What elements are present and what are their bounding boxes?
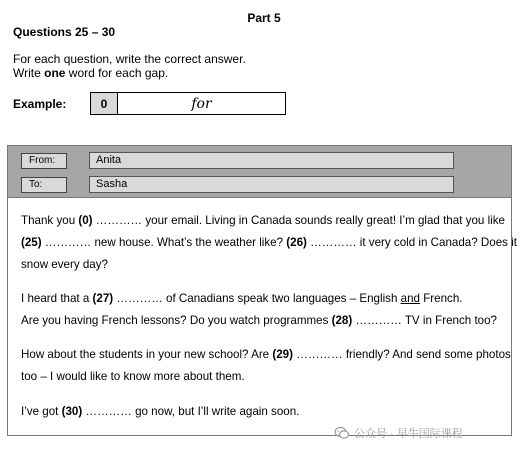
paragraph-4 [21, 401, 519, 423]
instruction-text: Write [13, 66, 45, 80]
paragraph-1 [21, 210, 519, 276]
gap-number: (0) [78, 214, 93, 227]
gap: ………… [116, 292, 163, 305]
email-panel [7, 145, 517, 436]
instruction-text: word for each gap. [65, 66, 169, 80]
gap: ………… [85, 405, 132, 418]
paragraph-2 [21, 288, 519, 332]
gap-number: (28) [331, 314, 353, 327]
example-answer: for [118, 92, 286, 115]
email-header [8, 146, 511, 198]
to-label: To: [21, 177, 67, 193]
watermark-text: 公众号 · 早牛国际课程 [354, 428, 463, 440]
gap-number: (30) [61, 405, 83, 418]
example-number: 0 [90, 92, 118, 115]
gap-number: (25) [21, 236, 42, 249]
to-field: Sasha [89, 176, 454, 193]
text-line: too – I would like to know more about them. [21, 370, 245, 383]
paragraph-3 [21, 344, 519, 388]
underlined-word: and [400, 292, 420, 305]
text-line: snow every day? [21, 258, 108, 271]
instruction-emphasis: one [44, 66, 66, 80]
text-line: I’ve got (30) ………… go now, but I’ll write again soon. [21, 405, 300, 418]
gap-number: (29) [272, 348, 293, 361]
instruction-line-1: For each question, write the correct answer. [13, 52, 246, 66]
part-title: Part 5 [247, 11, 281, 25]
from-label: From: [21, 153, 67, 169]
gap: ………… [95, 214, 143, 227]
instructions [13, 52, 246, 80]
gap-number: (26) [286, 236, 307, 249]
example-label: Example: [13, 97, 67, 111]
watermark [334, 425, 463, 441]
from-field: Anita [89, 152, 454, 169]
questions-title: Questions 25 – 30 [13, 25, 116, 39]
text-line: (25) ………… new house. What’s the weather like? (26) ………… it very cold in Canada? Does it [21, 236, 517, 249]
gap-number: (27) [92, 292, 114, 305]
gap: ………… [44, 236, 92, 249]
gap: ………… [355, 314, 402, 327]
text-line: How about the students in your new school? Are (29) ………… friendly? And send some photos [21, 348, 511, 361]
wechat-icon [334, 425, 350, 441]
gap: ………… [310, 236, 357, 249]
gap: ………… [296, 348, 343, 361]
text-line: Thank you (0) ………… your email. Living in Canada sounds really great! I’m glad that you like [21, 214, 505, 227]
text-line: I heard that a (27) ………… of Canadians speak two languages – English and French. [21, 292, 463, 305]
text-line: Are you having French lessons? Do you watch programmes (28) ………… TV in French too? [21, 314, 498, 327]
instruction-line-2 [13, 66, 246, 80]
